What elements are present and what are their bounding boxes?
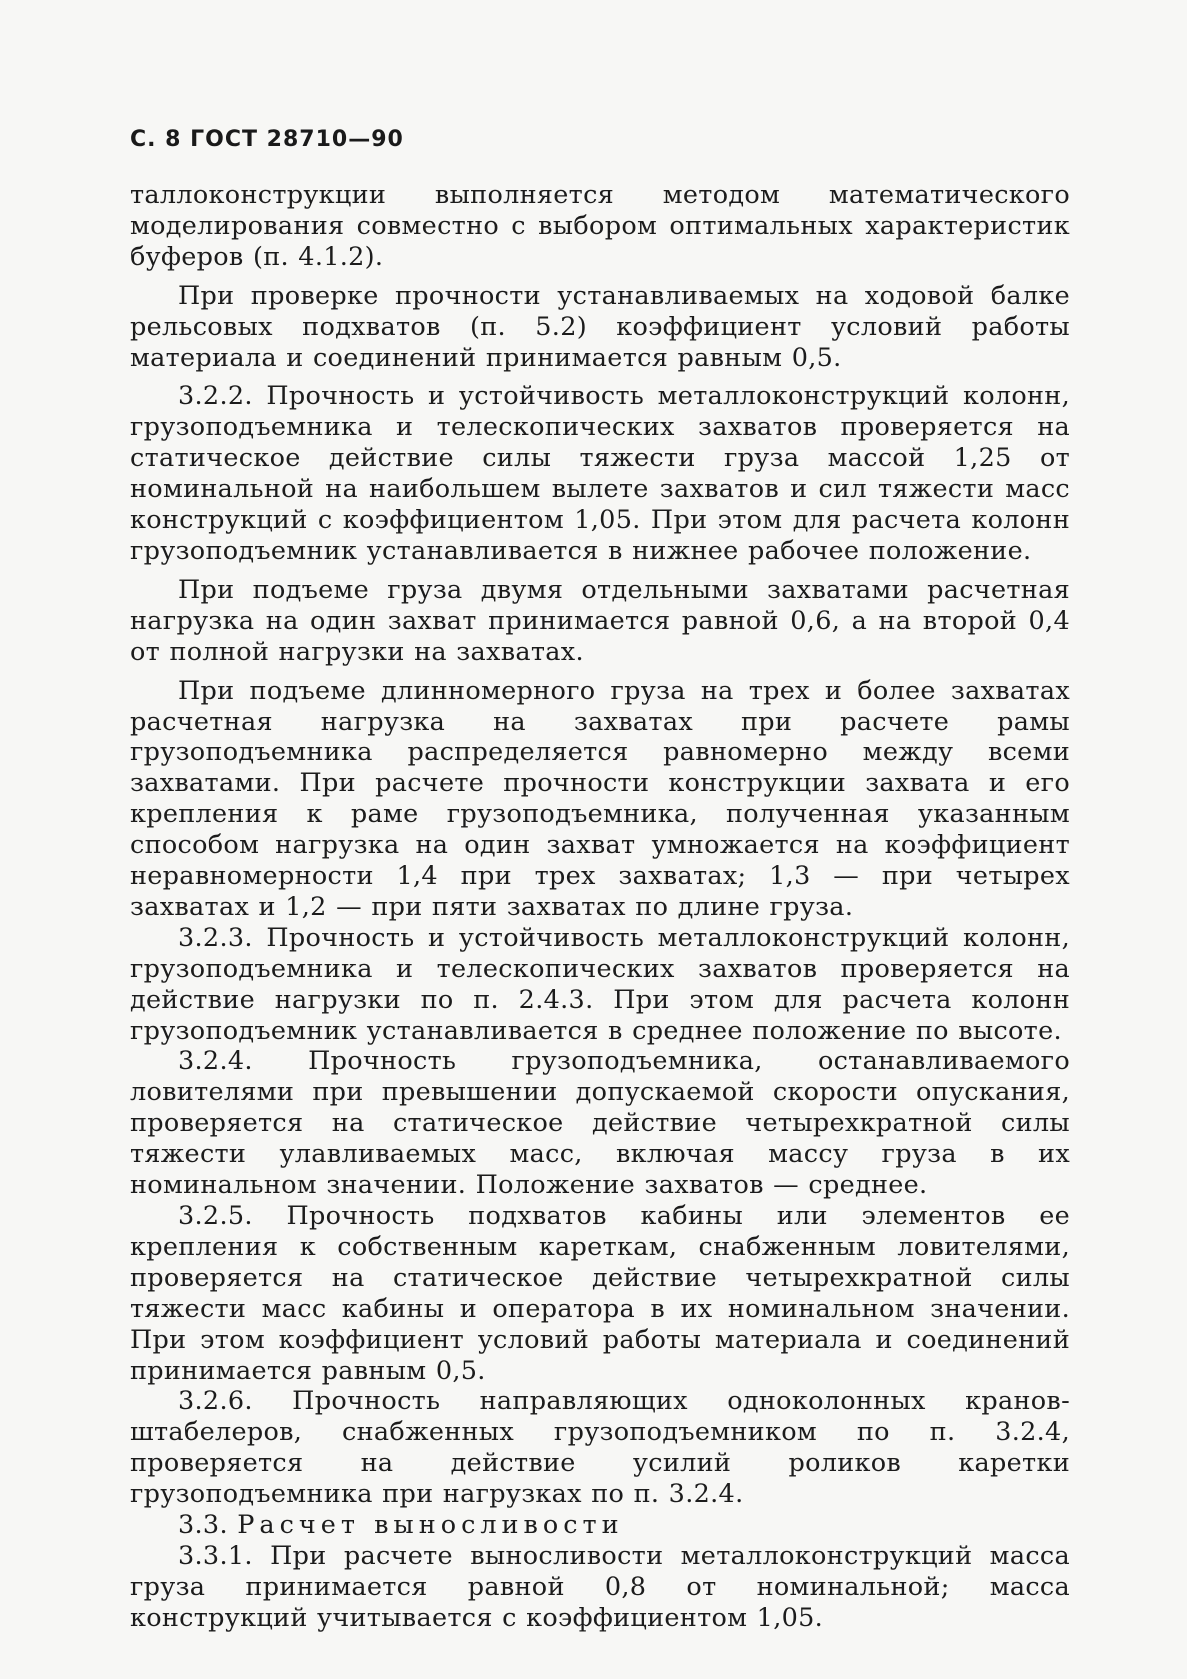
section-heading-3-3 xyxy=(130,1510,1070,1541)
paragraph-two-grips: При подъеме груза двумя отдельными захватами расчетная нагрузка на один захват принимается равной 0,6, а на второй 0,4 от полной нагрузки на захватах. xyxy=(130,574,1070,667)
paragraph-3-2-4: 3.2.4. Прочность грузоподъемника, останавливаемого ловителями при превышении допускаемой скорости опускания, проверяется на статическое действие четырехкратной силы тяжести улавливаемых масс, включая массу груза в их номинальном значении. Положение захватов — среднее. xyxy=(130,1046,1070,1201)
paragraph-3-2-6: 3.2.6. Прочность направляющих одноколонных кранов-штабелеров, снабженных грузоподъемником по п. 3.2.4, проверяется на действие усилий роликов каретки грузоподъемника при нагрузках по п. 3.2.4. xyxy=(130,1386,1070,1510)
paragraph-3-3-1: 3.3.1. При расчете выносливости металлоконструкций масса груза принимается равной 0,8 от номинальной; масса конструкций учитывается с коэффициентом 1,05. xyxy=(130,1540,1070,1633)
paragraph-continuation: таллоконструкции выполняется методом математического моделирования совместно с выбором оптимальных характеристик буферов (п. 4.1.2). xyxy=(130,180,1070,272)
paragraph-3-2-5: 3.2.5. Прочность подхватов кабины или элементов ее крепления к собственным кареткам, снабженным ловителями, проверяется на статическое действие четырехкратной силы тяжести масс кабины и оператора в их номинальном значении. При этом коэффициент условий работы материала и соединений принимается равным 0,5. xyxy=(130,1201,1070,1386)
paragraph-3-2-2: 3.2.2. Прочность и устойчивость металлоконструкций колонн, грузоподъемника и телескопических захватов проверяется на статическое действие силы тяжести груза массой 1,25 от номинальной на наибольшем вылете захватов и сил тяжести масс конструкций с коэффициентом 1,05. При этом для расчета колонн грузоподъемник устанавливается в нижнее рабочее положение. xyxy=(130,381,1070,566)
paragraph-rail-grips: При проверке прочности устанавливаемых на ходовой балке рельсовых подхватов (п. 5.2) коэффициент условий работы материала и соединений принимается равным 0,5. xyxy=(130,280,1070,373)
section-title: Расчет выносливости xyxy=(237,1510,624,1541)
section-number: 3.3. xyxy=(178,1510,228,1541)
document-body xyxy=(130,180,1070,1634)
paragraph-3-2-3: 3.2.3. Прочность и устойчивость металлоконструкций колонн, грузоподъемника и телескопических захватов проверяется на действие нагрузки по п. 2.4.3. При этом для расчета колонн грузоподъемник устанавливается в среднее положение по высоте. xyxy=(130,922,1070,1046)
running-header: С. 8 ГОСТ 28710—90 xyxy=(130,127,404,152)
paragraph-long-load: При подъеме длинномерного груза на трех и более захватах расчетная нагрузка на захватах при расчете рамы грузоподъемника распределяется равномерно между всеми захватами. При расчете прочности конструкции захвата и его крепления к раме грузоподъемника, полученная указанным способом нагрузка на один захват умножается на коэффициент неравномерности 1,4 при трех захватах; 1,3 — при четырех захватах и 1,2 — при пяти захватах по длине груза. xyxy=(130,675,1070,922)
